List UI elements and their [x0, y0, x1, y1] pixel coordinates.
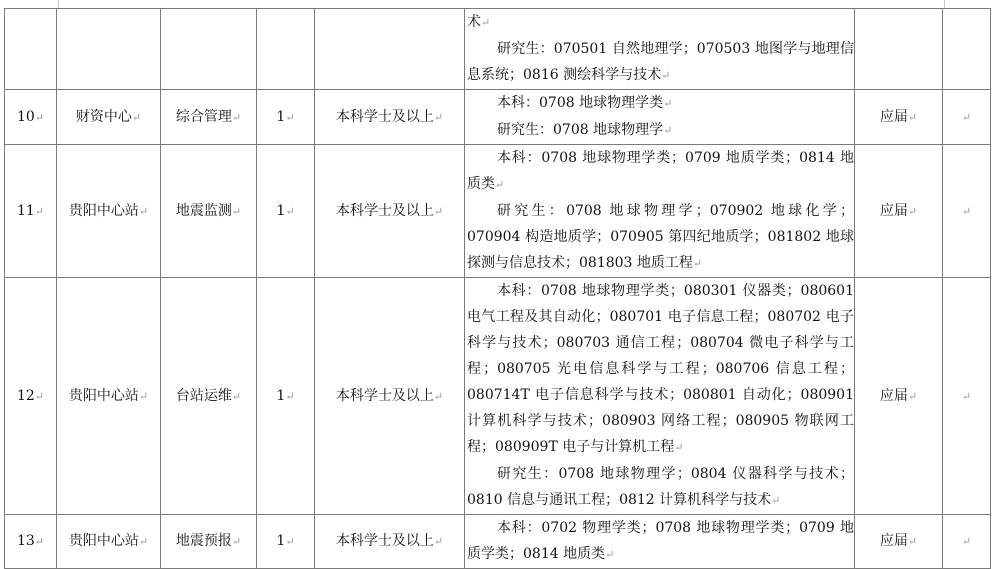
paragraph-mark-icon: ↵ — [231, 535, 242, 548]
paragraph-mark-icon: ↵ — [138, 204, 149, 218]
paragraph-mark-icon: ↵ — [961, 204, 972, 218]
major-paragraph — [467, 461, 854, 514]
major-text: 研究生：0708 地球物理学；070902 地球化学；070904 构造地质学；070905 第四纪地质学；081802 地球探测与信息技术；081803 地质工程 — [467, 203, 854, 271]
education-cell — [315, 145, 465, 278]
education-cell — [315, 90, 465, 145]
paragraph-mark-icon: ↵ — [231, 204, 242, 218]
count-cell — [257, 9, 315, 90]
graduate-type-cell — [855, 145, 943, 278]
row-number-cell — [5, 515, 57, 569]
paragraph-mark-icon: ↵ — [138, 535, 149, 548]
remark-cell — [943, 145, 991, 278]
post-cell — [161, 145, 257, 278]
paragraph-mark-icon: ↵ — [907, 110, 918, 124]
paragraph-mark-icon: ↵ — [34, 110, 45, 124]
major-text: 本科：0702 物理学类；0708 地球物理学类；0709 地质学类；0814 地质类 — [467, 520, 854, 562]
count-text: 1 — [276, 533, 286, 549]
unit-cell — [57, 9, 161, 90]
paragraph-mark-icon: ↵ — [481, 16, 491, 29]
paragraph-mark-icon: ↵ — [131, 110, 142, 124]
paragraph-mark-icon: ↵ — [907, 389, 918, 403]
major-paragraph — [467, 9, 854, 36]
paragraph-mark-icon: ↵ — [663, 97, 673, 110]
major-cell — [465, 515, 855, 569]
graduate-type-cell — [855, 278, 943, 515]
paragraph-mark-icon: ↵ — [433, 110, 444, 124]
major-text: 研究生：0708 地球物理学；0804 仪器科学与技术；0810 信息与通讯工程；0812 计算机科学与技术 — [467, 466, 854, 508]
paragraph-mark-icon: ↵ — [674, 441, 684, 454]
graduate-type-cell — [855, 515, 943, 569]
post-text: 台站运维 — [175, 387, 232, 404]
paragraph-mark-icon: ↵ — [433, 204, 444, 218]
education-text: 本科学士及以上 — [335, 533, 434, 549]
row-number-cell — [5, 278, 57, 515]
remark-cell — [943, 90, 991, 145]
row-number-text: 12 — [16, 387, 35, 404]
unit-text: 财资中心 — [75, 108, 132, 125]
paragraph-mark-icon: ↵ — [34, 535, 45, 548]
graduate-type-text: 应届 — [879, 108, 908, 125]
major-text: 术 — [467, 14, 481, 30]
paragraph-mark-icon: ↵ — [692, 257, 703, 270]
row-number-cell — [5, 9, 57, 90]
post-cell — [161, 9, 257, 90]
paragraph-mark-icon: ↵ — [285, 535, 295, 548]
table-row — [5, 9, 991, 90]
major-cell — [465, 145, 855, 278]
major-text: 本科：0708 地球物理学类 — [497, 95, 664, 111]
post-cell — [161, 278, 257, 515]
post-cell — [161, 515, 257, 569]
major-text: 研究生：070501 自然地理学；070503 地图学与地理信息系统；0816 测绘科学与技术 — [467, 41, 854, 83]
post-text: 综合管理 — [175, 108, 232, 125]
post-text: 地震监测 — [175, 202, 232, 219]
table-row — [5, 145, 991, 278]
paragraph-mark-icon: ↵ — [285, 204, 295, 218]
count-text: 1 — [276, 202, 286, 219]
paragraph-mark-icon: ↵ — [961, 535, 972, 548]
count-cell — [257, 515, 315, 569]
remark-cell — [943, 515, 991, 569]
major-paragraph — [467, 198, 854, 277]
paragraph-mark-icon: ↵ — [663, 124, 673, 137]
paragraph-mark-icon: ↵ — [285, 389, 295, 403]
unit-text: 贵阳中心站 — [68, 387, 139, 404]
paragraph-mark-icon: ↵ — [138, 389, 149, 403]
graduate-type-text: 应届 — [879, 387, 908, 404]
paragraph-mark-icon: ↵ — [907, 204, 918, 218]
education-text: 本科学士及以上 — [335, 202, 434, 219]
major-paragraph — [467, 117, 854, 144]
unit-cell — [57, 90, 161, 145]
row-number-text: 13 — [16, 533, 35, 549]
remark-cell — [943, 278, 991, 515]
graduate-type-text: 应届 — [879, 202, 908, 219]
unit-text: 贵阳中心站 — [68, 533, 139, 549]
paragraph-mark-icon: ↵ — [605, 548, 615, 561]
recruitment-table — [4, 8, 991, 569]
major-cell — [465, 278, 855, 515]
graduate-type-cell — [855, 90, 943, 145]
major-cell — [465, 9, 855, 90]
count-cell — [257, 145, 315, 278]
paragraph-mark-icon: ↵ — [961, 389, 972, 403]
major-text: 本科：0708 地球物理学类；080301 仪器类；080601 电气工程及其自动化；080701 电子信息工程；080702 电子科学与技术；080703 通信工程；080704 微电子科学与工程；080705 光电信息科学与工程；080706 信息工程；080714T 电子信息科学与技术；080801 自动化；080901 计算机科学与技术；080903 网络工程；080905 物联网工程；080909T 电子与计算机工程 — [467, 283, 854, 455]
count-text: 1 — [276, 387, 286, 404]
row-number-text: 11 — [16, 202, 35, 219]
paragraph-mark-icon: ↵ — [907, 535, 918, 548]
paragraph-mark-icon: ↵ — [231, 389, 242, 403]
post-cell — [161, 90, 257, 145]
major-paragraph — [467, 36, 854, 89]
education-cell — [315, 278, 465, 515]
graduate-type-cell — [855, 9, 943, 90]
paragraph-mark-icon: ↵ — [771, 494, 781, 507]
unit-cell — [57, 145, 161, 278]
major-text: 研究生：0708 地球物理学 — [497, 122, 664, 138]
remark-cell — [943, 9, 991, 90]
count-text: 1 — [276, 108, 286, 125]
major-paragraph — [467, 90, 854, 117]
paragraph-mark-icon: ↵ — [961, 110, 972, 124]
paragraph-mark-icon: ↵ — [495, 178, 505, 191]
paragraph-mark-icon: ↵ — [231, 110, 242, 124]
paragraph-mark-icon: ↵ — [433, 389, 444, 403]
count-cell — [257, 278, 315, 515]
row-number-cell — [5, 90, 57, 145]
graduate-type-text: 应届 — [879, 533, 908, 549]
education-text: 本科学士及以上 — [335, 108, 434, 125]
row-number-cell — [5, 145, 57, 278]
major-cell — [465, 90, 855, 145]
paragraph-mark-icon: ↵ — [433, 535, 444, 548]
table-row — [5, 278, 991, 515]
major-paragraph — [467, 278, 854, 461]
unit-cell — [57, 515, 161, 569]
table-row — [5, 515, 991, 569]
paragraph-mark-icon: ↵ — [661, 69, 671, 82]
major-paragraph — [467, 515, 854, 568]
table-row — [5, 90, 991, 145]
unit-cell — [57, 278, 161, 515]
count-cell — [257, 90, 315, 145]
education-text: 本科学士及以上 — [335, 387, 434, 404]
row-number-text: 10 — [16, 108, 35, 125]
unit-text: 贵阳中心站 — [68, 202, 139, 219]
education-cell — [315, 515, 465, 569]
paragraph-mark-icon: ↵ — [285, 110, 295, 124]
major-paragraph — [467, 145, 854, 198]
major-text: 本科：0708 地球物理学类；0709 地质学类；0814 地质类 — [467, 150, 854, 192]
education-cell — [315, 9, 465, 90]
paragraph-mark-icon: ↵ — [34, 389, 45, 403]
paragraph-mark-icon: ↵ — [34, 204, 45, 218]
post-text: 地震预报 — [175, 533, 232, 549]
